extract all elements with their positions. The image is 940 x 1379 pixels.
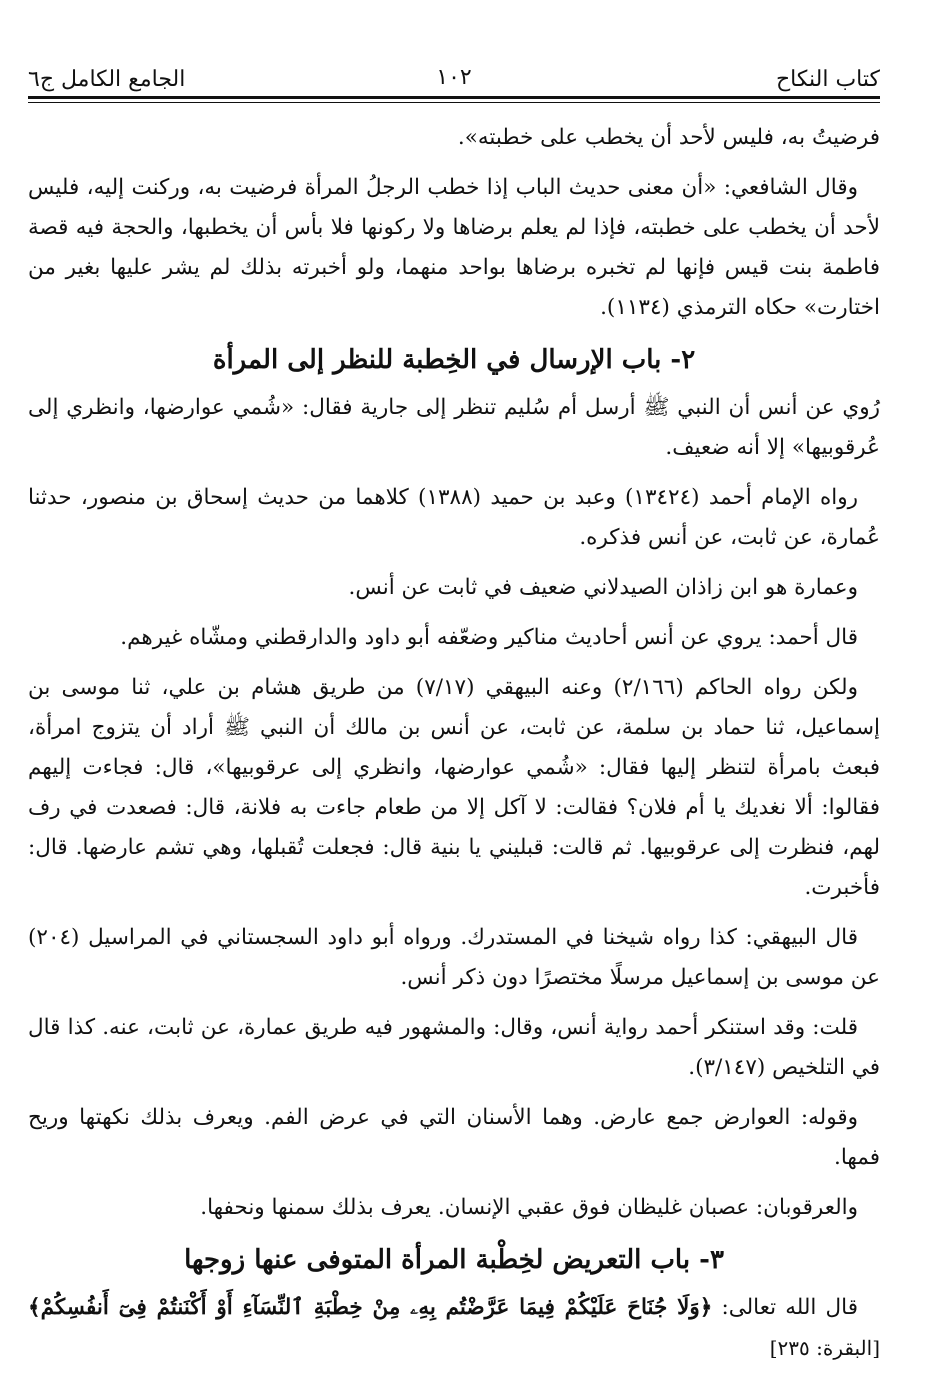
page-body [28,118,880,1379]
paragraph: قال البيهقي: كذا رواه شيخنا في المستدرك. ورواه أبو داود السجستاني في المراسيل (٢٠٤) عن موسى بن إسماعيل مرسلًا مختصرًا دون ذكر أنس. [28,925,880,990]
verse-intro: قال الله تعالى: [721,1295,858,1320]
header-rule [28,96,880,103]
paragraph: فرضيتُ به، فليس لأحد أن يخطب على خطبته». [457,125,880,150]
paragraph: قال أحمد: يروي عن أنس أحاديث مناكير وضعّفه أبو داود والدارقطني ومشّاه غيرهم. [120,625,858,650]
paragraph: والعرقوبان: عصبان غليظان فوق عقبي الإنسان. يعرف بذلك سمنها ونحفها. [200,1195,858,1220]
paragraph: رواه الإمام أحمد (١٣٤٢٤) وعبد بن حميد (١٣٨٨) كلاهما من حديث إسحاق بن منصور، حدثنا عُمارة، عن ثابت، عن أنس فذكره. [28,485,880,550]
verse-paragraph [28,1288,880,1369]
section-heading: ٣- باب التعريض لخِطْبة المرأة المتوفى عنها زوجها [184,1245,724,1275]
paragraph: قلت: وقد استنكر أحمد رواية أنس، وقال: والمشهور فيه طريق عمارة، عن ثابت، عنه. كذا قال في التلخيص (٣/١٤٧). [28,1015,880,1080]
paragraph: وقال الشافعي: «أن معنى حديث الباب إذا خطب الرجلُ المرأة فرضيت به، وركنت إليه، فليس لأحد أن يخطب على خطبته، فإذا لم يعلم برضاها ولا ركونها فلا بأس أن يخطبها، والحجة فيه قصة فاطمة بنت قيس فإنها لم تخبره برضاها بواحد منهما، ولو أخبرته بذلك لم يشر عليها بغير من اختارت» حكاه الترمذي (١١٣٤). [28,175,880,320]
header-book-title: كتاب النكاح [775,67,880,92]
header-rule-thick [28,96,880,99]
section-heading: ٢- باب الإرسال في الخِطبة للنظر إلى المرأة [212,345,696,375]
page-number: ١٠٢ [436,65,472,90]
header-volume: الجامع الكامل ج٦ [28,67,186,92]
paragraph: ولكن رواه الحاكم (٢/١٦٦) وعنه البيهقي (٧/١٧) من طريق هشام بن علي، ثنا موسى بن إسماعيل، ثنا حماد بن سلمة، عن ثابت، عن أنس بن مالك أن النبي ﷺ أراد أن يتزوج امرأة، فبعث بامرأة لتنظر إليها فقال: «شُمي عوارضها، وانظري إلى عرقوبيها»، قال: فجاءت إليهم فقالوا: ألا نغديك يا أم فلان؟ فقالت: لا آكل إلا من طعام جاءت به فلانة، قال: فصعدت في رف لهم، فنظرت إلى عرقوبيها. ثم قالت: قبليني يا بنية قال: فجعلت تُقبلها، وهي تشم عارضها. قال: فأخبرت. [28,675,880,900]
verse-reference: [البقرة: ٢٣٥] [769,1336,880,1360]
page-header [28,52,880,92]
header-rule-thin [28,102,880,103]
quran-verse: ﴿وَلَا جُنَاحَ عَلَيْكُمْ فِيمَا عَرَّضْتُم بِهِۦ مِنْ خِطْبَةِ ٱلنِّسَآءِ أَوْ أَكْنَنتُمْ فِىٓ أَنفُسِكُمْ﴾ [28,1295,713,1320]
paragraph: رُوي عن أنس أن النبي ﷺ أرسل أم سُليم تنظر إلى جارية فقال: «شُمي عوارضها، وانظري إلى عُرقوبيها» إلا أنه ضعيف. [28,395,880,460]
paragraph: وعمارة هو ابن زاذان الصيدلاني ضعيف في ثابت عن أنس. [348,575,858,600]
paragraph: وقوله: العوارض جمع عارض. وهما الأسنان التي في عرض الفم. ويعرف بذلك نكهتها وريح فمها. [28,1105,880,1170]
